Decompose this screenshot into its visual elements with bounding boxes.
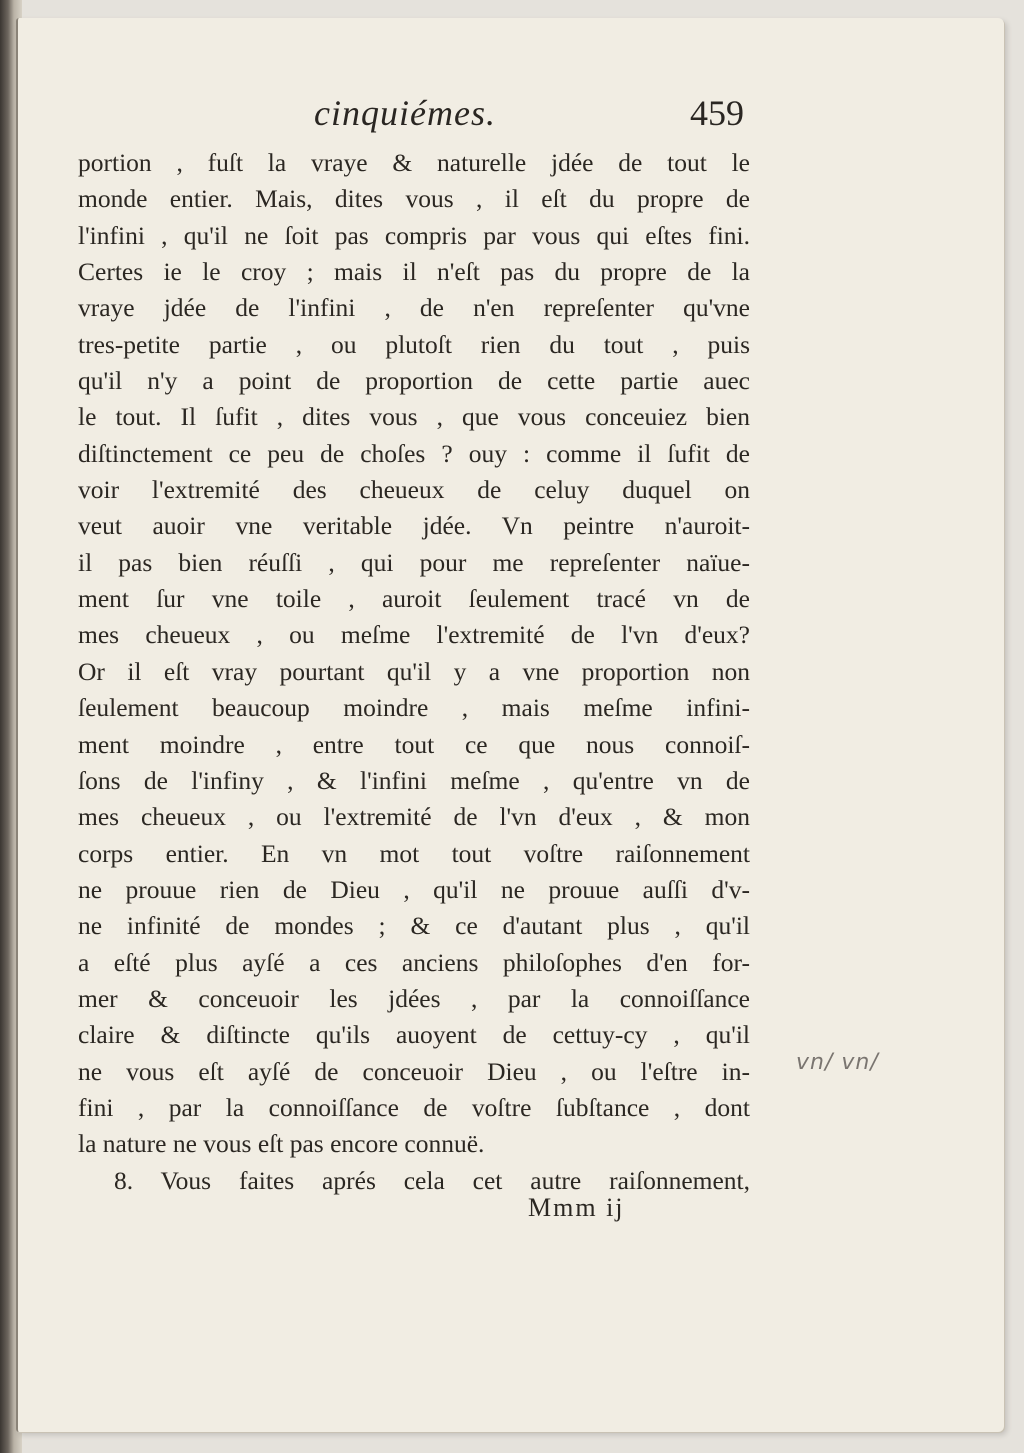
- text-line: Certes ie le croy ; mais il n'eſt pas du propre de la: [78, 257, 750, 287]
- text-line: il pas bien réuſſi , qui pour me repreſenter naïue-: [78, 547, 750, 577]
- text-line: ne prouue rien de Dieu , qu'il ne prouue auſſi d'v-: [78, 874, 750, 904]
- text-line: ment ſur vne toile , auroit ſeulement tracé vn de: [78, 584, 750, 614]
- signature-mark: Mmm ij: [528, 1193, 625, 1222]
- text-line: a eſté plus ayſé a ces anciens philoſophes d'en for-: [78, 947, 750, 977]
- text-line: vraye jdée de l'infini , de n'en repreſenter qu'vne: [78, 293, 750, 323]
- text-line: 8. Vous faites aprés cela cet autre raiſonnement,: [114, 1165, 750, 1195]
- page-number: 459: [690, 93, 744, 133]
- text-line: mer & conceuoir les jdées , par la connoiſſance: [78, 983, 750, 1013]
- text-line: Or il eſt vray pourtant qu'il y a vne proportion non: [78, 656, 750, 686]
- text-line: portion , fuſt la vraye & naturelle jdée de tout le: [78, 148, 750, 177]
- margin-annotation: vn/ vn/: [796, 1050, 879, 1075]
- text-line: mes cheueux , ou meſme l'extremité de l'vn d'eux?: [78, 620, 750, 650]
- text-line: qu'il n'y a point de proportion de cette partie auec: [78, 366, 750, 396]
- text-line: mes cheueux , ou l'extremité de l'vn d'eux , & mon: [78, 802, 750, 832]
- text-line: ne infinité de mondes ; & ce d'autant plus , qu'il: [78, 911, 750, 941]
- text-line: veut auoir vne veritable jdée. Vn peintre n'auroit-: [78, 511, 750, 541]
- text-line: diſtinctement ce peu de choſes ? ouy : comme il ſufit de: [78, 438, 750, 468]
- text-line: voir l'extremité des cheueux de celuy duquel on: [78, 475, 750, 505]
- running-head-title: cinquiémes.: [314, 93, 496, 133]
- text-line: ne vous eſt ayſé de conceuoir Dieu , ou l'eſtre in-: [78, 1056, 750, 1086]
- text-line: le tout. Il ſufit , dites vous , que vous conceuiez bien: [78, 402, 750, 432]
- text-line: ſons de l'infiny , & l'infini meſme , qu'entre vn de: [78, 765, 750, 795]
- text-line: la nature ne vous eſt pas encore connuë.: [78, 1129, 485, 1159]
- running-head: [310, 88, 750, 138]
- text-line: fini , par la connoiſſance de voſtre ſubſtance , dont: [78, 1092, 750, 1122]
- text-line: ment moindre , entre tout ce que nous connoiſ-: [78, 729, 750, 759]
- text-line: l'infini , qu'il ne ſoit pas compris par vous qui eſtes fini.: [78, 220, 750, 250]
- text-line: claire & diſtincte qu'ils auoyent de cettuy-cy , qu'il: [78, 1020, 750, 1050]
- text-line: monde entier. Mais, dites vous , il eſt du propre de: [78, 184, 750, 214]
- text-line: ſeulement beaucoup moindre , mais meſme infini-: [78, 693, 750, 723]
- text-line: tres-petite partie , ou plutoſt rien du tout , puis: [78, 329, 750, 359]
- text-line: corps entier. En vn mot tout voſtre raiſonnement: [78, 838, 750, 868]
- body-text: [78, 145, 750, 1199]
